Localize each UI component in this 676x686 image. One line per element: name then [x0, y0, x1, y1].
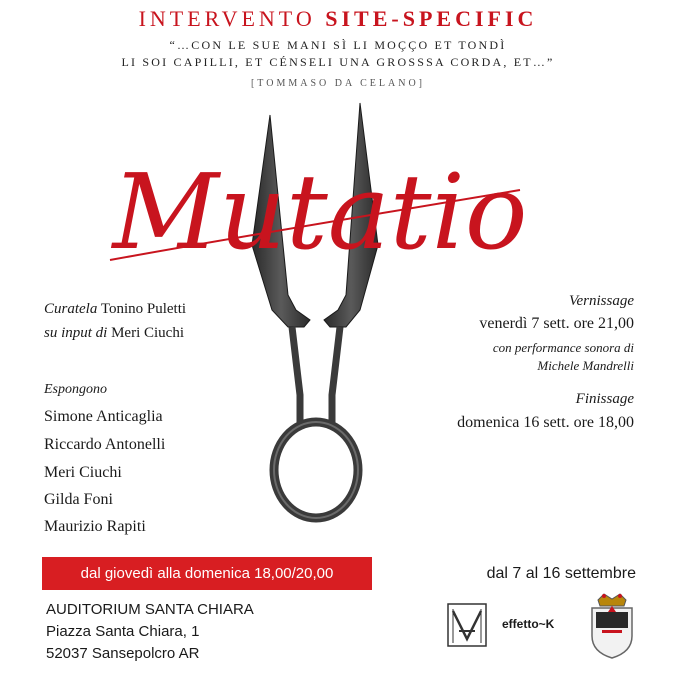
va-logo-icon — [447, 603, 487, 647]
artist-name: Riccardo Antonelli — [44, 436, 166, 453]
espongono-label: Espongono — [44, 382, 107, 397]
title-art — [100, 140, 540, 290]
hours-banner: dal giovedì alla domenica 18,00/20,00 — [42, 557, 372, 590]
quote-author: [TOMMASO DA CELANO] — [250, 78, 426, 89]
performance-line-1: con performance sonora di — [492, 340, 634, 355]
venue-street: Piazza Santa Chiara, 1 — [46, 623, 200, 640]
input-label: su input di — [44, 325, 108, 341]
finissage-label: Finissage — [575, 391, 634, 407]
artist-name: Maurizio Rapiti — [44, 518, 146, 535]
title-text: Mutatio — [112, 151, 528, 273]
artist-name: Simone Anticaglia — [44, 408, 163, 425]
curatela — [44, 301, 186, 318]
finissage-date: domenica 16 sett. ore 18,00 — [457, 414, 634, 431]
input-credit — [44, 325, 184, 342]
crest-icon — [588, 592, 636, 660]
curatela-label: Curatela — [44, 301, 98, 317]
input-name: Meri Ciuchi — [111, 325, 184, 341]
exhibition-period: dal 7 al 16 settembre — [486, 565, 636, 582]
artist-name: Gilda Foni — [44, 491, 113, 508]
header-title-part2: SITE-SPECIFIC — [325, 6, 538, 31]
performance-line-2: Michele Mandrelli — [537, 358, 634, 373]
curatela-name: Tonino Puletti — [100, 301, 187, 317]
quote-line-1: “…CON LE SUE MANI SÌ LI MOÇÇO ET TONDÌ — [169, 38, 507, 52]
artist-name: Meri Ciuchi — [44, 464, 122, 481]
vernissage-date: venerdì 7 sett. ore 21,00 — [479, 315, 634, 332]
venue-name: AUDITORIUM SANTA CHIARA — [46, 601, 254, 618]
vernissage-label: Vernissage — [569, 293, 634, 309]
header-title — [0, 6, 676, 32]
quote-line-2: LI SOI CAPILLI, ET CÉNSELI UNA GROSSSA CORDA, ET…” — [121, 55, 555, 69]
header-title-part1: INTERVENTO — [138, 6, 316, 31]
effetto-k-logo: effetto~K — [502, 617, 555, 631]
venue-city: 52037 Sansepolcro AR — [46, 645, 200, 662]
